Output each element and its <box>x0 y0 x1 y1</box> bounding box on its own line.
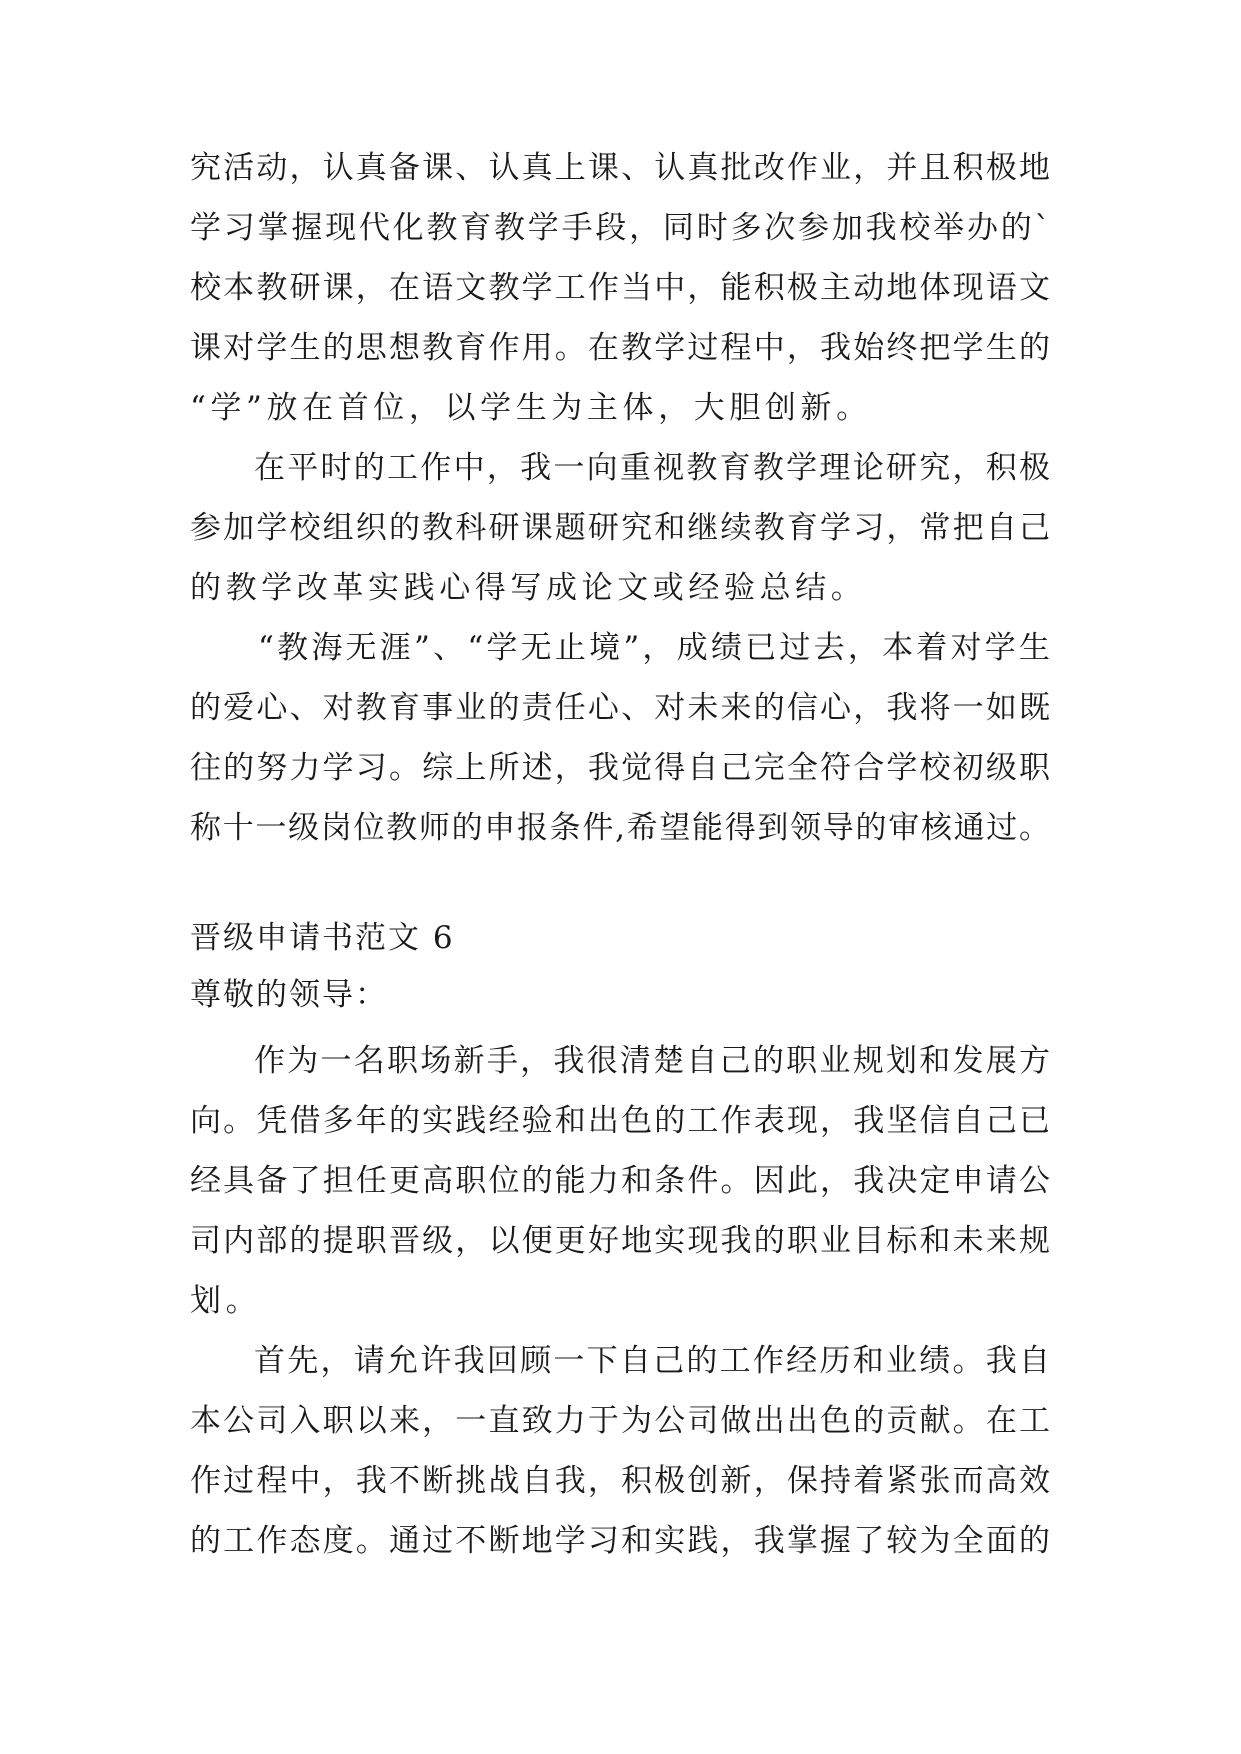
paragraph-line: 司内部的提职晋级，以便更好地实现我的职业目标和未来规 <box>190 1223 1050 1259</box>
paragraph-line: 参加学校组织的教科研课题研究和继续教育学习，常把自己 <box>190 510 1050 546</box>
paragraph-line: 校本教研课，在语文教学工作当中，能积极主动地体现语文 <box>190 270 1050 306</box>
section-title: 晋级申请书范文 6 <box>190 920 455 956</box>
paragraph-line: 学习掌握现代化教育教学手段，同时多次参加我校举办的` <box>190 210 1050 246</box>
paragraph-line: 究活动，认真备课、认真上课、认真批改作业，并且积极地 <box>190 150 1050 186</box>
paragraph-line: 称十一级岗位教师的申报条件,希望能得到领导的审核通过。 <box>190 810 1050 846</box>
paragraph-line: 的教学改革实践心得写成论文或经验总结。 <box>190 570 867 606</box>
paragraph-line: 作过程中，我不断挑战自我，积极创新，保持着紧张而高效 <box>190 1463 1050 1499</box>
paragraph-line: “学”放在首位，以学生为主体，大胆创新。 <box>190 390 872 426</box>
paragraph-line: 的工作态度。通过不断地学习和实践，我掌握了较为全面的 <box>190 1523 1050 1559</box>
paragraph-line: 划。 <box>190 1283 262 1319</box>
paragraph-line: 首先，请允许我回顾一下自己的工作经历和业绩。我自 <box>254 1343 1050 1379</box>
paragraph-line: 本公司入职以来，一直致力于为公司做出出色的贡献。在工 <box>190 1403 1050 1439</box>
paragraph-line: 经具备了担任更高职位的能力和条件。因此，我决定申请公 <box>190 1163 1050 1199</box>
paragraph-line: 在平时的工作中，我一向重视教育教学理论研究，积极 <box>254 450 1050 486</box>
paragraph-line: “教海无涯”、“学无止境”，成绩已过去，本着对学生 <box>258 630 1050 666</box>
paragraph-line: 的爱心、对教育事业的责任心、对未来的信心，我将一如既 <box>190 690 1050 726</box>
paragraph-line: 作为一名职场新手，我很清楚自己的职业规划和发展方 <box>254 1043 1050 1079</box>
paragraph-line: 课对学生的思想教育作用。在教学过程中，我始终把学生的 <box>190 330 1050 366</box>
salutation: 尊敬的领导： <box>190 977 388 1013</box>
paragraph-line: 往的努力学习。综上所述，我觉得自己完全符合学校初级职 <box>190 750 1050 786</box>
paragraph-line: 向。凭借多年的实践经验和出色的工作表现，我坚信自己已 <box>190 1103 1050 1139</box>
